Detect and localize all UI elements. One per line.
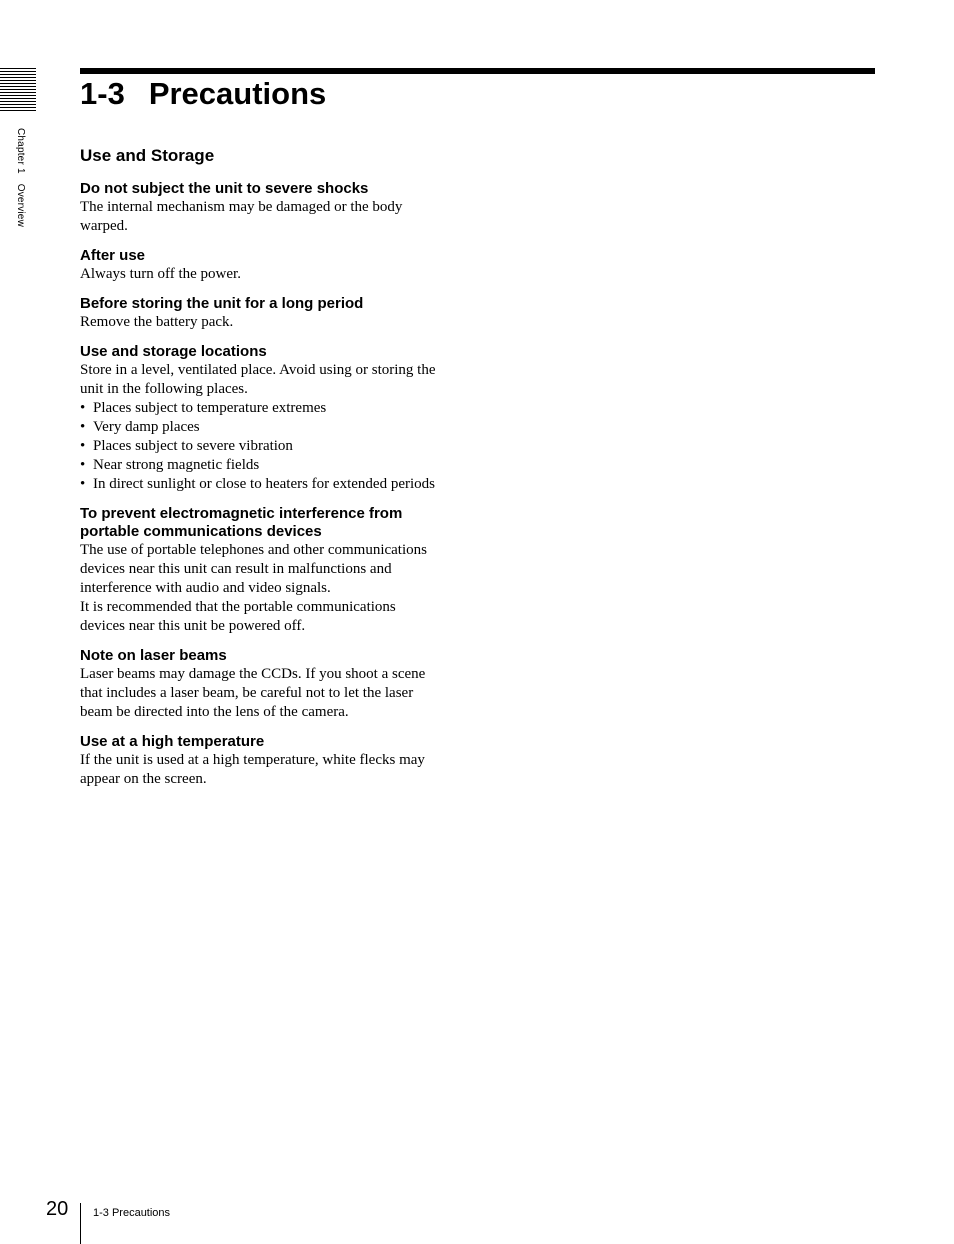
topic-body (80, 751, 470, 789)
list-item: • Places subject to severe vibration (80, 437, 470, 456)
body-line: Always turn off the power. (80, 266, 241, 282)
page-number: 20 (46, 1198, 69, 1220)
topic-heading: Use at a high temperature (80, 733, 265, 750)
list-item: • In direct sunlight or close to heaters for extended periods (80, 475, 470, 494)
section-title-text: Precautions (148, 76, 327, 111)
topic-heading: After use (80, 247, 146, 264)
chapter-side-tab (15, 128, 26, 227)
topic-storing (80, 295, 470, 332)
main-content (80, 144, 470, 800)
topic-locations (80, 343, 470, 494)
side-tab-chapter: Chapter 1 (15, 128, 26, 174)
list-item: • Places subject to temperature extremes (80, 399, 470, 418)
topic-body (80, 361, 470, 399)
body-line: unit in the following places. (80, 381, 248, 397)
list-item: • Near strong magnetic fields (80, 456, 470, 475)
topic-body (80, 313, 470, 332)
list-item: • Very damp places (80, 418, 470, 437)
topic-high-temperature (80, 733, 470, 789)
body-line: warped. (80, 218, 128, 234)
body-line: Remove the battery pack. (80, 314, 234, 330)
body-line: beam be directed into the lens of the camera. (80, 704, 349, 720)
topic-heading (80, 505, 470, 541)
body-line: appear on the screen. (80, 771, 207, 787)
body-line: that includes a laser beam, be careful not to let the laser (80, 685, 414, 701)
body-line: devices near this unit can result in malfunctions and (80, 561, 392, 577)
topic-shocks (80, 180, 470, 236)
body-line: interference with audio and video signals. (80, 580, 331, 596)
body-line: Store in a level, ventilated place. Avoid using or storing the (80, 362, 436, 378)
heading-line: To prevent electromagnetic interference from (80, 505, 403, 522)
page-title (80, 74, 326, 114)
topic-body (80, 265, 470, 284)
location-list (80, 399, 470, 494)
topic-heading: Note on laser beams (80, 647, 227, 664)
topic-after-use (80, 247, 470, 284)
topic-body (80, 541, 470, 636)
heading-line: portable communications devices (80, 523, 322, 540)
body-line: devices near this unit be powered off. (80, 618, 306, 634)
body-line: Laser beams may damage the CCDs. If you shoot a scene (80, 666, 426, 682)
topic-heading: Do not subject the unit to severe shocks (80, 180, 369, 197)
body-line: The use of portable telephones and other communications (80, 542, 427, 558)
topic-interference (80, 505, 470, 636)
topic-body (80, 198, 470, 236)
side-tab-title: Overview (15, 183, 26, 227)
topic-body (80, 665, 470, 722)
body-line: The internal mechanism may be damaged or the body (80, 199, 403, 215)
topic-laser (80, 647, 470, 722)
section-number: 1-3 (80, 76, 125, 111)
margin-line-pattern (0, 68, 36, 113)
subsection-title: Use and Storage (80, 146, 215, 165)
body-line: If the unit is used at a high temperature, white flecks may (80, 752, 425, 768)
body-line: It is recommended that the portable communications (80, 599, 396, 615)
footer-rule (80, 1203, 81, 1244)
topic-heading: Use and storage locations (80, 343, 267, 360)
footer-section-label: 1-3 Precautions (93, 1207, 171, 1219)
topic-heading: Before storing the unit for a long period (80, 295, 364, 312)
